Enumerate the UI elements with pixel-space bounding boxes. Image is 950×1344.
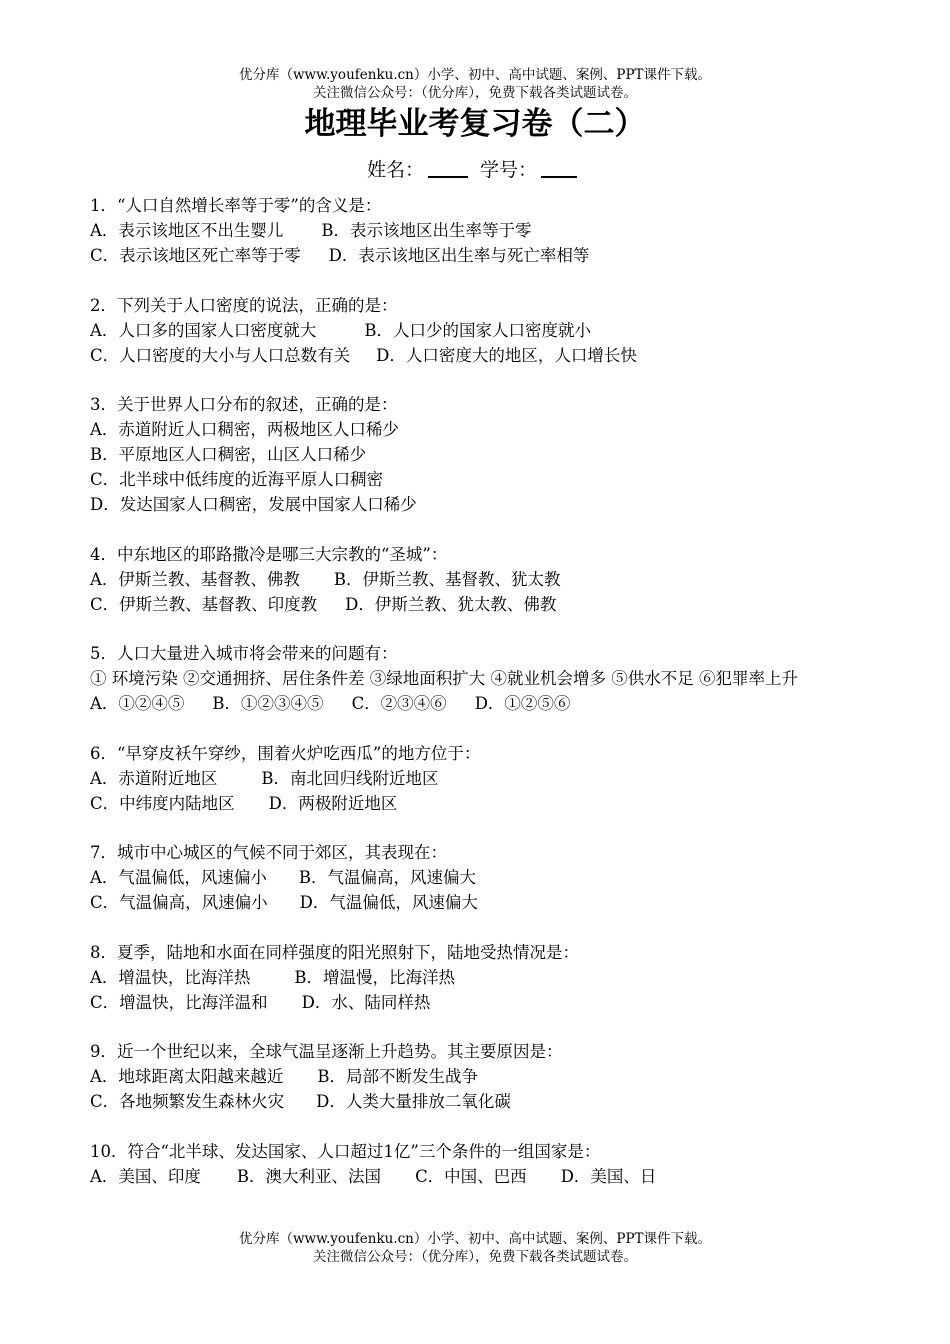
option-b: B．①②③④⑤ bbox=[212, 694, 324, 713]
question-4 bbox=[90, 542, 870, 617]
question-2 bbox=[90, 293, 870, 368]
option-b: B．南北回归线附近地区 bbox=[261, 768, 439, 788]
option-b: B．伊斯兰教、基督教、犹太教 bbox=[333, 569, 561, 589]
question-stem: 2．下列关于人口密度的说法，正确的是： bbox=[90, 295, 398, 315]
option-a: A．人口多的国家人口密度就大 bbox=[90, 320, 317, 340]
name-label: 姓名： bbox=[366, 159, 424, 181]
question-8 bbox=[90, 940, 870, 1015]
question-7 bbox=[90, 840, 870, 915]
option-c: C．气温偏高，风速偏小 bbox=[90, 893, 268, 912]
option-a: A．美国、印度 bbox=[90, 1166, 201, 1186]
question-6 bbox=[90, 741, 870, 816]
question-stem: 8．夏季，陆地和水面在同样强度的阳光照射下，陆地受热情况是： bbox=[90, 942, 579, 962]
question-stem: 3．关于世界人口分布的叙述，正确的是： bbox=[90, 395, 398, 414]
question-stem: 1．“人口自然增长率等于零”的含义是： bbox=[90, 196, 382, 215]
option-d: D．气温偏低，风速偏大 bbox=[299, 893, 478, 912]
option-a: A．地球距离太阳越来越近 bbox=[90, 1067, 284, 1086]
footer-line-2: 关注微信公众号：（优分库），免费下载各类试题试卷。 bbox=[313, 1249, 637, 1265]
option-b: B．人口少的国家人口密度就小 bbox=[364, 320, 592, 340]
option-a: A．赤道附近人口稠密，两极地区人口稀少 bbox=[90, 420, 399, 439]
question-stem: 9．近一个世纪以来，全球气温呈逐渐上升趋势。其主要原因是： bbox=[90, 1042, 563, 1061]
question-stem: 10．符合“北半球、发达国家、人口超过1亿”三个条件的一组国家是： bbox=[90, 1141, 601, 1161]
option-c: C．各地频繁发生森林火灾 bbox=[90, 1092, 285, 1111]
option-c: C．中纬度内陆地区 bbox=[90, 793, 235, 813]
option-d: D．伊斯兰教、犹太教、佛教 bbox=[345, 594, 557, 614]
option-d: D．人口密度大的地区，人口增长快 bbox=[376, 345, 637, 365]
option-c: C．北半球中低纬度的近海平原人口稠密 bbox=[90, 470, 384, 489]
id-label: 学号： bbox=[480, 159, 538, 181]
option-d: D．两极附近地区 bbox=[268, 793, 398, 813]
question-stem: 6．“早穿皮袄午穿纱，围着火炉吃西瓜”的地方位于： bbox=[90, 743, 481, 763]
footer-line-1: 优分库（www.youfenku.cn）小学、初中、高中试题、案例、PPT课件下载。 bbox=[238, 1231, 712, 1247]
option-c: C．增温快，比海洋温和 bbox=[90, 992, 268, 1012]
page-title: 地理毕业考复习卷（二） bbox=[304, 106, 646, 142]
option-c: C．表示该地区死亡率等于零 bbox=[90, 246, 301, 265]
option-b: B．增温慢，比海洋热 bbox=[294, 967, 456, 987]
option-a: A．①②④⑤ bbox=[90, 694, 185, 713]
question-1 bbox=[90, 193, 870, 268]
student-info-line bbox=[0, 156, 950, 184]
question-3 bbox=[90, 392, 870, 517]
option-b: B．平原地区人口稠密，山区人口稀少 bbox=[90, 445, 367, 464]
option-c: C．中国、巴西 bbox=[415, 1166, 527, 1186]
id-blank[interactable] bbox=[541, 158, 577, 178]
question-5 bbox=[90, 641, 870, 716]
option-b: B．局部不断发生战争 bbox=[317, 1067, 479, 1086]
page-header bbox=[0, 66, 950, 102]
option-a: A．伊斯兰教、基督教、佛教 bbox=[90, 569, 300, 589]
question-items: ① 环境污染 ②交通拥挤、居住条件差 ③绿地面积扩大 ④就业机会增多 ⑤供水不足 ⑥犯罪率上升 bbox=[90, 669, 798, 688]
option-d: D．发达国家人口稠密，发展中国家人口稀少 bbox=[90, 495, 417, 514]
option-a: A．赤道附近地区 bbox=[90, 768, 218, 788]
option-b: B．澳大利亚、法国 bbox=[236, 1166, 382, 1186]
option-a: A．表示该地区不出生婴儿 bbox=[90, 221, 284, 240]
option-d: D．表示该地区出生率与死亡率相等 bbox=[328, 246, 590, 265]
option-d: D．人类大量排放二氧化碳 bbox=[316, 1092, 511, 1111]
option-c: C．人口密度的大小与人口总数有关 bbox=[90, 345, 351, 365]
question-stem: 5．人口大量进入城市将会带来的问题有： bbox=[90, 644, 398, 663]
option-d: D．水、陆同样热 bbox=[301, 992, 431, 1012]
option-b: B．气温偏高，风速偏大 bbox=[298, 868, 477, 887]
question-10 bbox=[90, 1139, 870, 1189]
question-stem: 7．城市中心城区的气候不同于郊区，其表现在： bbox=[90, 843, 447, 862]
question-stem: 4．中东地区的耶路撒冷是哪三大宗教的“圣城”： bbox=[90, 544, 448, 564]
option-a: A．增温快，比海洋热 bbox=[90, 967, 251, 987]
option-a: A．气温偏低，风速偏小 bbox=[90, 868, 267, 887]
option-d: D．①②⑤⑥ bbox=[474, 694, 571, 713]
page-footer bbox=[0, 1230, 950, 1266]
question-list bbox=[90, 193, 870, 1213]
option-c: C．②③④⑥ bbox=[351, 694, 447, 713]
name-blank[interactable] bbox=[428, 158, 468, 178]
option-d: D．美国、日 bbox=[560, 1166, 657, 1186]
question-9 bbox=[90, 1039, 870, 1114]
option-c: C．伊斯兰教、基督教、印度教 bbox=[90, 594, 318, 614]
option-b: B．表示该地区出生率等于零 bbox=[321, 221, 532, 240]
header-line-2: 关注微信公众号：（优分库），免费下载各类试题试卷。 bbox=[313, 85, 637, 101]
header-line-1: 优分库（www.youfenku.cn）小学、初中、高中试题、案例、PPT课件下载。 bbox=[238, 67, 712, 83]
